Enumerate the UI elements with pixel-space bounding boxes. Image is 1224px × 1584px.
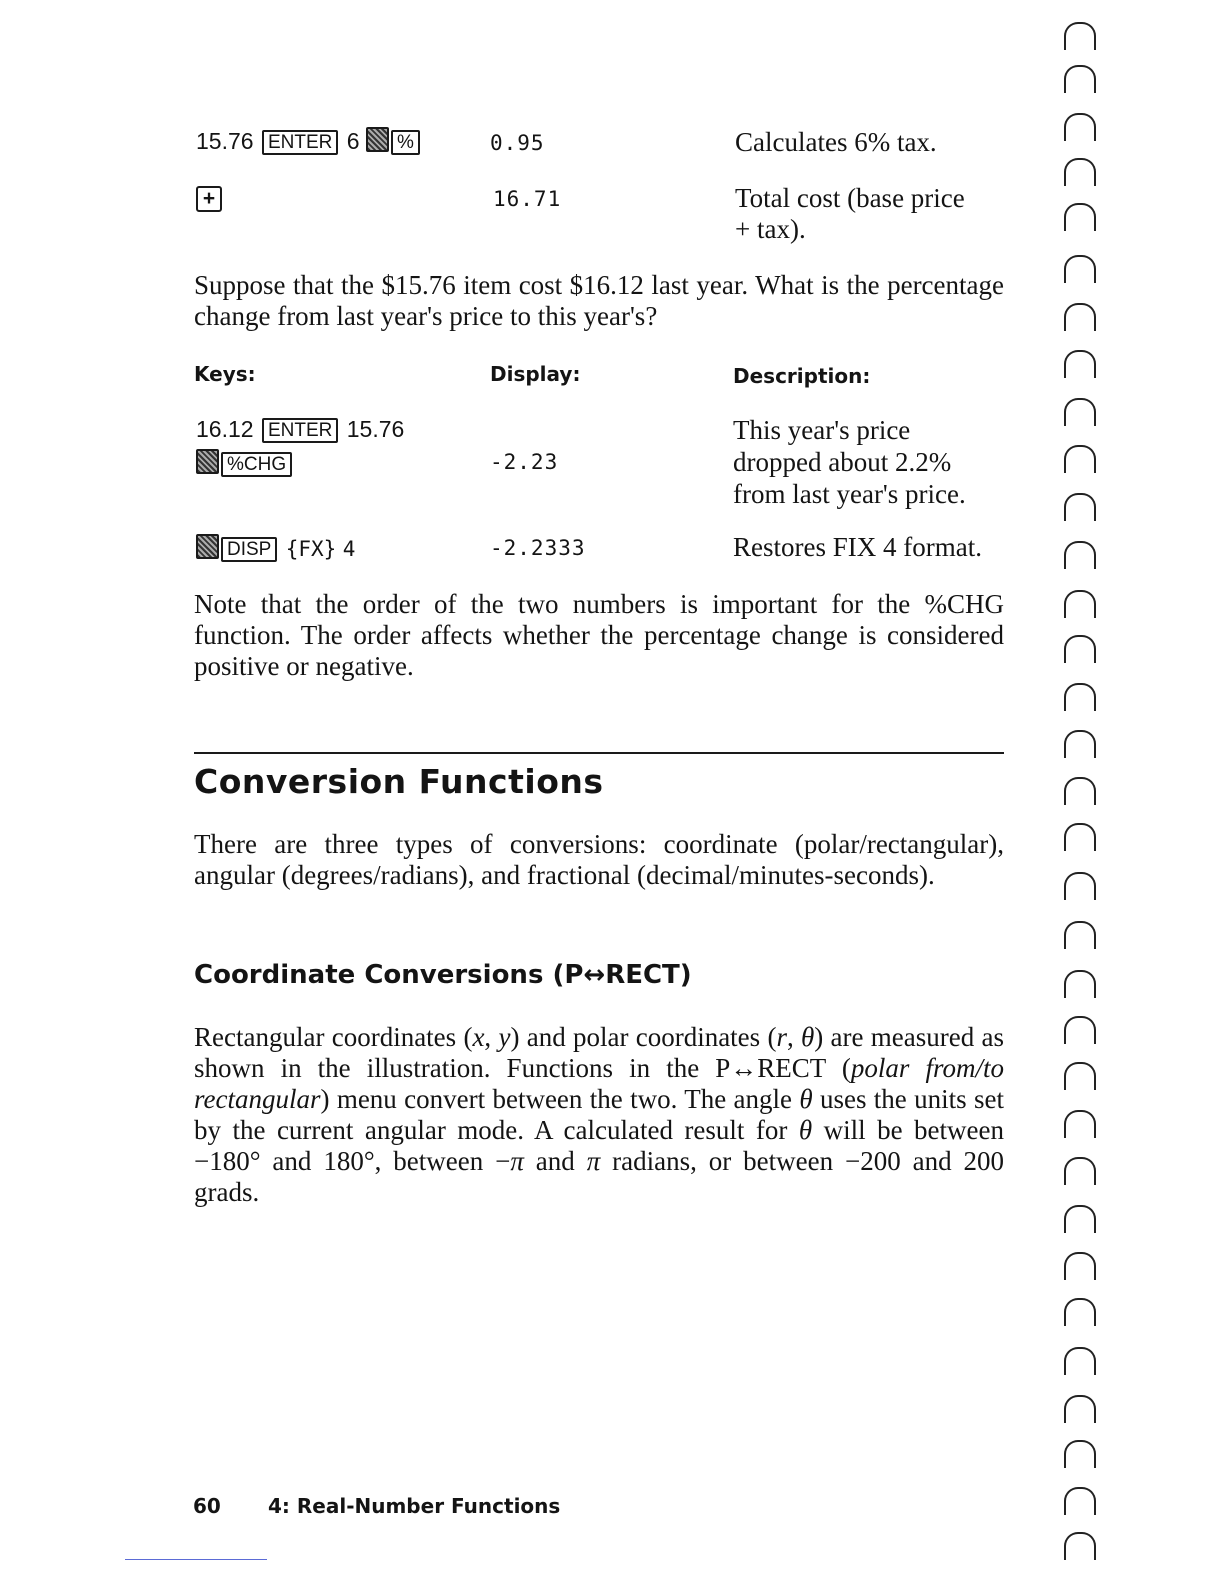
footer-chapter: 4: Real-Number Functions: [268, 1494, 561, 1518]
binding-ring-icon: [1064, 445, 1096, 473]
description-total-line1: Total cost (base price: [735, 183, 965, 213]
shift-key-icon: [196, 449, 219, 474]
header-display: Display:: [490, 362, 581, 386]
binding-ring-icon: [1064, 635, 1096, 663]
subsection-title: Coordinate Conversions (P↔RECT): [194, 960, 692, 990]
binding-ring-icon: [1064, 255, 1096, 283]
number-6: 6: [346, 128, 360, 154]
binding-ring-icon: [1064, 1016, 1096, 1044]
example2-keys-row1b: [196, 449, 294, 477]
example2-keys-row1: [196, 416, 404, 443]
binding-ring-icon: [1064, 303, 1096, 331]
binding-ring-icon: [1064, 683, 1096, 711]
paragraph-coordinates: Rectangular coordinates (x, y) and polar coordinates (r, θ) are measured as shown in the illustration. Functions in the P↔RECT (polar from/to rectangular) menu convert between the two. The angle θ uses the units set by the current angular mode. A calculated result for θ will be between −180° and 180°, between −π and π radians, or between −200 and 200 grads.: [194, 1022, 1005, 1207]
description-fix4: Restores FIX 4 format.: [733, 532, 982, 562]
number-16-12: 16.12: [196, 416, 254, 442]
header-description: Description:: [733, 364, 871, 388]
binding-ring-icon: [1064, 1440, 1096, 1468]
description-total-line2: + tax).: [735, 214, 806, 244]
display-0-95: 0.95: [490, 131, 545, 155]
display-16-71: 16.71: [493, 187, 562, 211]
binding-ring-icon: [1064, 590, 1096, 618]
description-price-line1: This year's price: [733, 415, 911, 445]
display-minus-2-2333: -2.2333: [490, 536, 586, 560]
scan-edge-line: [125, 1559, 267, 1560]
binding-ring-icon: [1064, 823, 1096, 851]
binding-ring-icon: [1064, 1395, 1096, 1423]
binding-ring-icon: [1064, 158, 1096, 186]
header-keys: Keys:: [194, 362, 256, 386]
description-tax: Calculates 6% tax.: [735, 127, 937, 157]
binding-ring-icon: [1064, 872, 1096, 900]
section-title: Conversion Functions: [194, 762, 604, 801]
binding-ring-icon: [1064, 777, 1096, 805]
page-number: 60: [193, 1494, 221, 1518]
enter-key: ENTER: [262, 418, 338, 443]
binding-ring-icon: [1064, 1347, 1096, 1375]
binding-ring-icon: [1064, 22, 1096, 50]
binding-ring-icon: [1064, 350, 1096, 378]
example2-keys-row2: [196, 534, 355, 562]
number-15-76: 15.76: [196, 128, 254, 154]
paragraph-note: Note that the order of the two numbers is important for the %CHG function. The order affects whether the percentage change is considered positive or negative.: [194, 589, 1004, 681]
binding-ring-icon: [1064, 921, 1096, 949]
percent-change-key: %CHG: [221, 452, 292, 477]
number-4: 4: [342, 537, 356, 561]
example1-keys-row1: [196, 127, 422, 155]
binding-ring-icon: [1064, 1252, 1096, 1280]
binding-ring-icon: [1064, 970, 1096, 998]
fx-softkey: {FX}: [285, 537, 337, 561]
percent-key: %: [391, 130, 420, 155]
binding-ring-icon: [1064, 203, 1096, 231]
binding-ring-icon: [1064, 1157, 1096, 1185]
description-price-line2: dropped about 2.2%: [733, 447, 952, 477]
shift-key-icon: [366, 127, 389, 152]
section-divider: [194, 752, 1004, 754]
binding-ring-icon: [1064, 1110, 1096, 1138]
binding-ring-icon: [1064, 1205, 1096, 1233]
number-15-76: 15.76: [346, 416, 405, 442]
plus-key-icon: +: [196, 186, 222, 212]
paragraph-percentage-change: Suppose that the $15.76 item cost $16.12 last year. What is the percentage change from last year's price to this year's?: [194, 270, 1004, 331]
disp-key: DISP: [221, 537, 277, 562]
enter-key: ENTER: [262, 130, 338, 155]
binding-ring-icon: [1064, 1532, 1096, 1560]
display-minus-2-23: -2.23: [490, 450, 559, 474]
binding-ring-icon: [1064, 730, 1096, 758]
binding-ring-icon: [1064, 1062, 1096, 1090]
binding-ring-icon: [1064, 398, 1096, 426]
binding-ring-icon: [1064, 541, 1096, 569]
binding-ring-icon: [1064, 1298, 1096, 1326]
description-price-line3: from last year's price.: [733, 479, 966, 509]
shift-key-icon: [196, 534, 219, 559]
binding-ring-icon: [1064, 113, 1096, 141]
binding-ring-icon: [1064, 65, 1096, 93]
binding-ring-icon: [1064, 1487, 1096, 1515]
binding-ring-icon: [1064, 493, 1096, 521]
paragraph-conversions: There are three types of conversions: coordinate (polar/rectangular), angular (degrees/radians), and fractional (decimal/minutes-seconds).: [194, 829, 1004, 890]
